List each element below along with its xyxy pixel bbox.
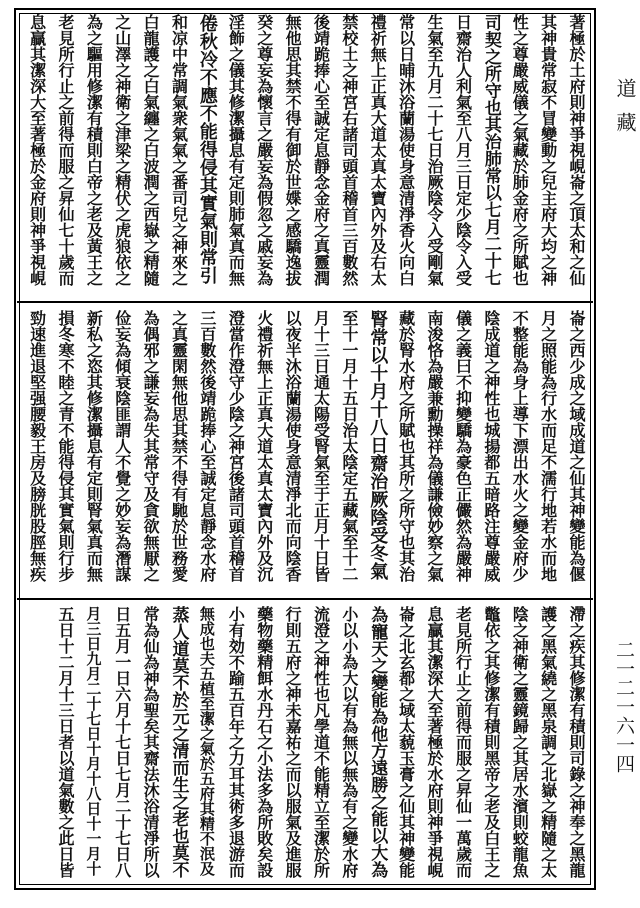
text-column: 無他思其禁不得有御於世媟之感驕逸拔: [283, 14, 303, 286]
text-columns: [22, 14, 590, 296]
text-column: 儀之義曰不抑變驕為豪色正儼然為嚴神: [453, 310, 473, 582]
text-column: 滯之疾其修潔有積則司錄之神奉之黑龍: [567, 606, 586, 878]
text-column: 癸之尊妄為懷言之嚴妄為假忽之戚妄為: [254, 14, 274, 286]
text-column: 為之驅用修潔有積則白帝之老及黃王之: [84, 14, 104, 286]
text-panel-bottom: [20, 606, 590, 886]
text-column: 倦秋冷不應不能得侵其實氣則常引: [196, 14, 218, 284]
text-column: 鼈依之其修潔有積則黑帝之老及白王之: [481, 606, 501, 878]
text-column: 行則五府之神未嘉祐之而以服氣及進服: [283, 606, 303, 878]
text-column: 生氣至九月二十七日治厥陰令入受剛氣: [425, 14, 445, 286]
text-column: 火禮祈無上正真大道太真太寶內外及沉: [254, 310, 274, 582]
text-column: 禁校土之神宮右諸司頭首稽首三百數然: [339, 14, 359, 286]
text-column: 以夜半沐浴蘭湯使身意清淨北而向陰香: [283, 310, 303, 582]
text-column: 息贏其潔深大至著極於金府則神爭視峴: [27, 14, 47, 286]
text-panel-middle: [20, 310, 590, 593]
text-column: 日齋治人利氣至八月三日定少陰令入受: [453, 14, 473, 286]
text-column: 無成也夫五植至潔之氣於五府其精不泯及: [197, 606, 216, 876]
text-column: 護之黑氣繞之黑泉調之北嶽之精隨之太: [538, 606, 558, 878]
text-column: 陰成道之神性也城揚都五暗路注尊嚴威: [481, 310, 501, 582]
volume-title: 道藏: [613, 78, 637, 146]
text-column: 著極於土府則神爭視峴崙之頂太和之仙: [567, 14, 586, 286]
text-column: 藥物藥精餌水丹石之小法多為所敗矣設: [254, 606, 274, 878]
text-columns: [51, 606, 590, 886]
text-column: 老見所行止之前得而服之昇仙一萬歲而: [453, 606, 473, 878]
text-column: 為偶邪之謙妄為失其常守及貪欲無厭之: [141, 310, 161, 582]
text-column: 新私之恣其修潔攝息有定則腎氣真而無: [84, 310, 104, 582]
text-column: 老見所行止之前得而服之昇仙七十歲而: [55, 14, 75, 286]
text-column: 月之照能為行水而足不濡行地若水而地: [538, 310, 558, 582]
text-column: 小有効不踰五百年之力耳其術多退游而: [226, 606, 246, 878]
text-column: 五日十二月十三日者以道氣數之此日皆: [55, 606, 75, 878]
page-number: 二一二一六一四: [613, 640, 635, 773]
text-column: 三百數然後靖跪捧心至誠定息靜念水府: [197, 310, 217, 582]
text-column: 司契之所守也其治肺常以七月二十七: [480, 14, 501, 286]
text-column: 禮祈無上正真大道太真太寶內外及右太: [368, 14, 388, 286]
text-column: 流澄之神性也凡學道不能精立至潔於所: [311, 606, 331, 878]
text-column: 月三日九月二十七日十月十八日十一月十: [84, 606, 103, 876]
text-column: 藏於腎水府之所賦也其所之所守也其治: [396, 310, 416, 582]
text-column: 至十一月十五日治太陰定五藏氣至十二: [339, 310, 359, 582]
text-column: 後靖跪捧心至誠定息靜念金府之真靈潤: [311, 14, 331, 286]
text-column: 小以小為大以有為無以無為有之變水府: [339, 606, 359, 878]
text-column: 常以日晡沐浴蘭湯使身意清淨香火向白: [396, 14, 416, 286]
panel-divider: [17, 598, 593, 600]
text-column: 損冬寒不睦之青不能得侵其實氣則行步: [55, 310, 75, 582]
panel-divider: [17, 301, 593, 303]
text-column: 之山澤之神衛之津梁之精伏之虎狼依之: [112, 14, 132, 286]
text-column: 南浚恪為嚴兼勳操祥為儀謙儉妙察之氣: [425, 310, 445, 582]
text-column: 不整能為身上導下漂出水火之變金府少: [510, 310, 530, 582]
text-column: 之真靈閑無他思其禁不得有馳於世務愛: [169, 310, 189, 582]
text-column: 性之尊嚴威儀之氣藏於肺金府之所賦也: [510, 14, 530, 286]
text-panel-top: [20, 14, 590, 296]
text-column: 和凉中常調氣衆氣氣之番司兒之神來之: [169, 14, 189, 286]
text-column: 崙之北玄都之域太藐玉膏之仙其神變能: [396, 606, 416, 878]
text-columns: [22, 310, 590, 593]
text-column: 息贏其潔深大至著極於水府則神爭視峴: [425, 606, 445, 878]
text-column: 常為仙為神為聖矣其齋法沐浴清淨所以: [141, 606, 161, 878]
text-column: 崙之西少成之域成道之仙其神變能為偃: [567, 310, 586, 582]
text-column: 為寵天之變能為他方遠勝之能以大為: [367, 606, 388, 878]
text-column: 勁速進退堅强腰毅王房及膀胱股脛無疾: [27, 310, 47, 582]
text-column: 日五月一日六月十七日七月二十七日八: [112, 606, 132, 878]
text-column: 月十三日通太陽受腎氣至于正月十日皆: [311, 310, 331, 582]
text-column: 澄當作澄守少陰之神宮後諸司頭首稽首: [226, 310, 246, 582]
text-column: 蒸人道莫不於元之清而生之老也莫不: [168, 606, 189, 878]
text-column: 腎常以十月十八日齋治厥陰受冬氣: [367, 310, 389, 580]
text-column: 淫飾之儀其修潔攝息有定則肺氣真而無: [226, 14, 246, 286]
text-column: 俭妄為傾衰陰匪謂人不覺之妙妄為潛謀: [112, 310, 132, 582]
text-column: 陰之神衛之靈鏡歸之其居水濱則蛟龍魚: [510, 606, 530, 878]
text-column: 白龍護之白氣纏之白波潤之西嶽之精隨: [141, 14, 161, 286]
text-column: 其神貴常寂不冒變動之兒主府大均之神: [538, 14, 558, 286]
